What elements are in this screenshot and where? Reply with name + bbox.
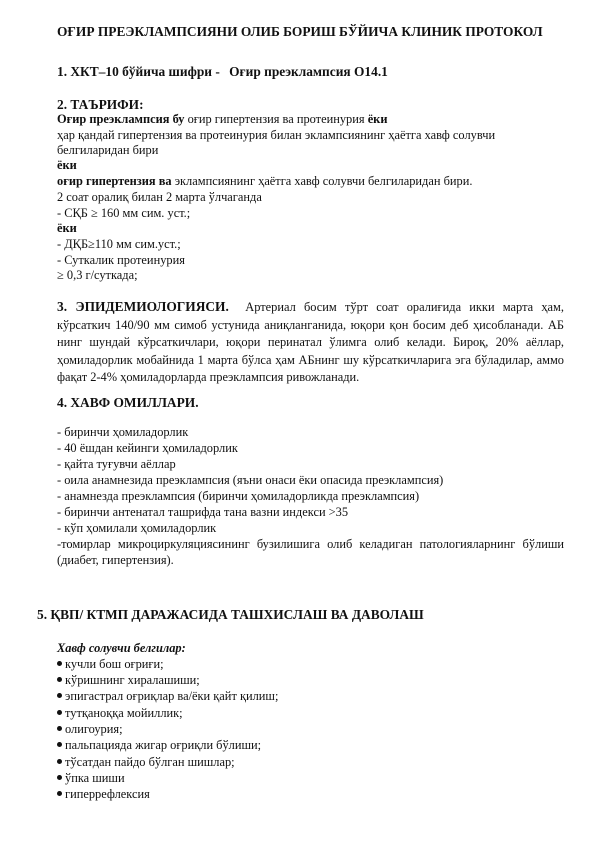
definition-line-7: - ДҚБ≥110 мм сим.уст.; bbox=[57, 237, 181, 251]
danger-signs-subheading: Хавф солувчи белгилар: bbox=[57, 641, 186, 655]
risk-factor-item: - анамнезда преэклампсия (биринчи ҳомиладорликда преэклампсия) bbox=[57, 489, 420, 503]
definition-or: ёки bbox=[367, 112, 388, 126]
epidemiology-text: Артериал босим тўрт соат оралиғида икки марта ҳам, кўрсаткич 140/90 мм симоб устунида аниқланганида, юқори қон босим деб ҳисобланади. АБ нинг шундай кўрсаткичлари, юқори перинатал ўлимга олиб келади. Бироқ, 20% аёллар, ҳомиладорлик мобайнида 1 марта бўлса ҳам АБнинг шу кўрсаткичларига эга бўладилар, аммо фақат 2-4% ҳомиладорларда преэклампсия ривожланади. bbox=[57, 300, 564, 385]
danger-sign-item bbox=[57, 738, 261, 754]
icd-code-label: 1. ХКТ–10 бўйича шифри - bbox=[57, 64, 220, 79]
risk-factor-item: - оила анамнезида преэклампсия (яъни онаси ёки опасида преэклампсия) bbox=[57, 473, 444, 487]
bullet-icon bbox=[57, 710, 62, 715]
risk-factor-item: - 40 ёшдан кейинги ҳомиладорлик bbox=[57, 441, 238, 455]
risk-factor-item: - биринчи ҳомиладорлик bbox=[57, 425, 189, 439]
bullet-icon bbox=[57, 693, 62, 698]
definition-term-2: оғир гипертензия ва bbox=[57, 174, 172, 188]
danger-sign-item bbox=[57, 689, 278, 705]
danger-sign-text: ўпка шиши bbox=[65, 771, 125, 785]
danger-sign-item bbox=[57, 787, 150, 803]
danger-sign-text: эпигастрал оғриқлар ва/ёки қайт қилиш; bbox=[65, 689, 279, 703]
definition-line-4 bbox=[57, 174, 472, 190]
danger-sign-text: олигоурия; bbox=[65, 722, 123, 736]
epidemiology-heading: 3. ЭПИДЕМИОЛОГИЯСИ. bbox=[57, 299, 229, 314]
definition-text-2: эклампсиянинг ҳаётга хавф солувчи белгиларидан бири. bbox=[171, 174, 473, 188]
risk-factor-item: - кўп ҳомилали ҳомиладорлик bbox=[57, 521, 217, 535]
danger-sign-text: гиперрефлексия bbox=[65, 787, 150, 801]
danger-sign-item bbox=[57, 771, 125, 787]
danger-sign-item bbox=[57, 657, 164, 673]
risk-factor-item: - қайта туғувчи аёллар bbox=[57, 457, 176, 471]
definition-heading: 2. ТАЪРИФИ: bbox=[57, 97, 144, 112]
definition-term: Оғир преэклампсия бу bbox=[57, 112, 185, 126]
definition-or-1: ёки bbox=[57, 158, 77, 172]
definition-line-9: ≥ 0,3 г/суткада; bbox=[57, 268, 138, 282]
icd-code-line bbox=[57, 64, 388, 81]
definition-line-5: 2 соат оралиқ билан 2 марта ўлчаганда bbox=[57, 190, 262, 204]
bullet-icon bbox=[57, 726, 62, 731]
bullet-icon bbox=[57, 759, 62, 764]
bullet-icon bbox=[57, 661, 62, 666]
bullet-icon bbox=[57, 742, 62, 747]
diagnosis-heading: 5. ҚВП/ КТМП ДАРАЖАСИДА ТАШХИСЛАШ ВА ДАВОЛАШ bbox=[37, 607, 424, 622]
danger-sign-text: кўришнинг хиралашиши; bbox=[65, 673, 200, 687]
icd-code-value: Оғир преэклампсия О14.1 bbox=[229, 64, 388, 79]
danger-sign-text: кучли бош оғриғи; bbox=[65, 657, 164, 671]
definition-or-2: ёки bbox=[57, 221, 77, 235]
danger-sign-text: тутқаноққа мойиллик; bbox=[65, 706, 183, 720]
bullet-icon bbox=[57, 677, 62, 682]
danger-sign-text: пальпацияда жигар оғриқли бўлиши; bbox=[65, 738, 262, 752]
definition-line-1 bbox=[57, 112, 387, 128]
danger-sign-item bbox=[57, 706, 183, 722]
bullet-icon bbox=[57, 775, 62, 780]
danger-sign-text: тўсатдан пайдо бўлган шишлар; bbox=[65, 755, 235, 769]
definition-line-8: - Суткалик протеинурия bbox=[57, 253, 185, 267]
danger-sign-item bbox=[57, 755, 235, 771]
epidemiology-paragraph bbox=[57, 298, 564, 387]
definition-text: оғир гипертензия ва протеинурия bbox=[184, 112, 368, 126]
definition-line-6: - СҚБ ≥ 160 мм сим. уст.; bbox=[57, 206, 191, 220]
bullet-icon bbox=[57, 791, 62, 796]
definition-line-2: ҳар қандай гипертензия ва протеинурия билан эклампсиянинг ҳаётга хавф солувчи bbox=[57, 128, 496, 142]
danger-sign-item bbox=[57, 722, 123, 738]
risk-factor-item: - биринчи антенатал ташрифда тана вазни индекси >35 bbox=[57, 505, 349, 519]
danger-sign-item bbox=[57, 673, 200, 689]
definition-line-3: белгиларидан бири bbox=[57, 143, 159, 157]
risk-factor-item-last: -томирлар микроциркуляциясининг бузилишига олиб келадиган патологияларнинг бўлиши (диабет, гипертензия). bbox=[57, 537, 564, 567]
document-title: ОҒИР ПРЕЭКЛАМПСИЯНИ ОЛИБ БОРИШ БЎЙИЧА КЛИНИК ПРОТОКОЛ bbox=[57, 24, 543, 39]
risk-factors-heading: 4. ХАВФ ОМИЛЛАРИ. bbox=[57, 395, 199, 410]
